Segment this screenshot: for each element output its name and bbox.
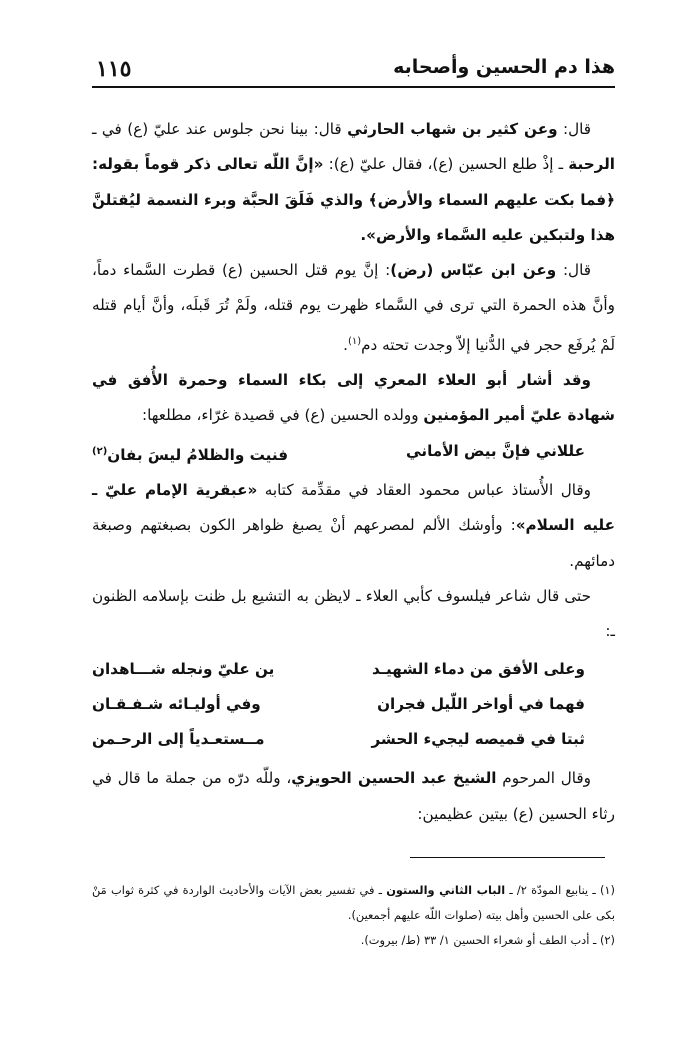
paragraph-huwaizi <box>92 761 615 832</box>
book-title: «عبقرية الإمام عليّ ـ عليه السلام» <box>92 481 616 535</box>
verse-hemistich-left: مــستعـدياً إلى الرحـمن <box>92 730 265 749</box>
footnote-ref: (١) <box>347 335 362 347</box>
footnote-1 <box>92 878 615 928</box>
verse-line <box>92 434 615 473</box>
place-name: الرحبة <box>568 155 615 174</box>
paragraph-poet-intro <box>92 579 615 650</box>
text-span: (٢) ـ أدب الطف أو شعراء الحسين ١/ ٣٣ (ط/ بيروت). <box>360 933 615 947</box>
verse-hemistich-left <box>92 434 288 473</box>
text-span: وولده الحسين (ع) في قصيدة غرّاء، مطلعها: <box>142 406 424 425</box>
text-span: ـ في تفسير بعض الآيات والأحاديث الواردة في كثرة ثواب مَنْ بكى على الحسين وأهل بيته (صلوات اللّه عليهم أجمعين). <box>92 883 615 922</box>
verse-hemistich-right: عللاني فإنَّ بيض الأماني <box>406 441 585 460</box>
bold-text: وقد أشار أبو العلاء المعري إلى بكاء السماء وحمرة الأُفق في شهادة عليّ أمير المؤمنين <box>92 371 615 425</box>
poem-line <box>92 652 615 687</box>
poem <box>92 650 615 758</box>
text-span: : إنَّ يوم قتل الحسين (ع) قطرت السَّماء دماً، وأنَّ هذه الحمرة التي ترى في السَّماء ظهرت يوم قتله، ولَمْ تُرَ قَبلَه، وأنَّ أيام قتله لَمْ يُرفَع حجر في الدُّنيا إلاّ وجدت تحته دم <box>92 261 615 354</box>
paragraph-abu-alaa <box>92 363 615 434</box>
text-span: قال: <box>557 120 591 138</box>
footnote-separator <box>410 857 605 858</box>
text-span: : وأوشك الألم لمصرعهم أنْ يصبغ ظواهر الكون بصبغتهم وصبغة دمائهم. <box>92 516 615 570</box>
text-span: قال: بينا نحن جلوس عند عليّ (ع) في ـ <box>92 120 348 138</box>
narrator-name: وعن كثير بن شهاب الحارثي <box>347 120 558 138</box>
narrator-name: وعن ابن عبّاس (رض) <box>390 261 557 280</box>
paragraph-ibn-abbas <box>92 253 615 363</box>
paragraph-kathir <box>92 112 615 253</box>
footnotes <box>92 878 615 953</box>
page-number: ١١٥ <box>96 56 132 82</box>
footnote-ref: (٢) <box>92 445 108 457</box>
poem-line <box>92 722 615 757</box>
running-title: هذا دم الحسين وأصحابه <box>393 56 615 78</box>
text-span: ـ إذْ طلع الحسين (ع)، فقال عليّ (ع): <box>323 155 569 174</box>
verse-text: فنيت والظلامُ ليسَ بفان <box>107 445 289 464</box>
paragraph-aqqad <box>92 473 615 579</box>
page-header <box>92 56 615 88</box>
text-span: حتى قال شاعر فيلسوف كأبي العلاء ـ لايظن به التشيع بل ظنت بإسلامه الظنون ـ: <box>92 586 615 641</box>
verse-hemistich-left: وفي أوليـائه شـفـقـان <box>92 694 261 713</box>
verse-hemistich-right: فهما في أواخر اللّيل فجران <box>377 694 585 713</box>
text-span: وقال الأُستاذ عباس محمود العقاد في مقدِّمة كتابه <box>257 481 591 500</box>
main-text <box>92 112 615 832</box>
verse-hemistich-left: ين عليّ ونجله شـــاهدان <box>92 659 275 678</box>
text-span: قال: <box>556 261 591 280</box>
text-span: . <box>343 335 348 354</box>
person-name: الشيخ عبد الحسين الحويزي <box>291 769 497 788</box>
poem-line <box>92 687 615 722</box>
verse-hemistich-right: وعلى الأفق من دماء الشهيـد <box>372 659 585 678</box>
verse-hemistich-right: ثبتا في قميصه ليجيء الحشر <box>371 730 585 749</box>
text-span: وقال المرحوم <box>496 769 591 788</box>
text-span: (١) ـ ينابيع المودّة ٢/ ـ <box>505 883 615 897</box>
chapter-title: الباب الثاني والستون <box>386 883 506 897</box>
footnote-2 <box>92 928 615 953</box>
quote-text: «إنَّ اللّه تعالى ذكر قوماً بقوله: ﴿فما بكت عليهم السماء والأرض﴾ والذي فَلَقَ الحبَّة وبرء النسمة ليُقتلنَّ هذا ولتبكين عليه السَّماء والأرض». <box>92 155 615 244</box>
text-span: ، وللّه درّه من جملة ما قال في رثاء الحسين (ع) بيتين عظيمين: <box>92 769 615 823</box>
